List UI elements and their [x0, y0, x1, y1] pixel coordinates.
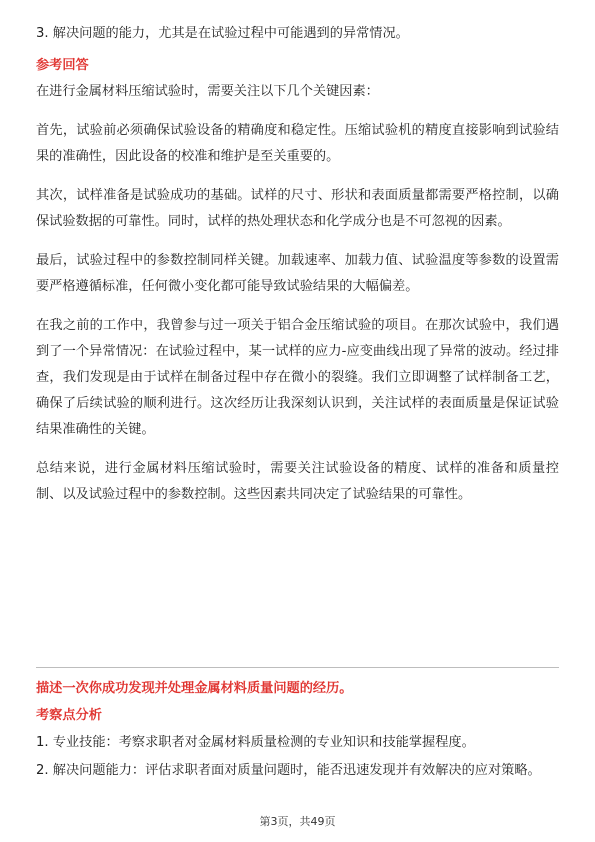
question-2-title: 描述一次你成功发现并处理金属材料质量问题的经历。: [36, 681, 353, 696]
spacer: [36, 235, 559, 248]
analysis-heading: 考察点分析: [36, 708, 102, 723]
analysis-point-1: 1. 专业技能：考察求职者对金属材料质量检测的专业知识和技能掌握程度。: [36, 735, 475, 750]
answer-paragraph-3: 最后，试验过程中的参数控制同样关键。加载速率、加载力值、试验温度等参数的设置需要严格遵循标准，任何微小变化都可能导致试验结果的大幅偏差。: [36, 253, 559, 294]
spacer: [36, 105, 559, 118]
spacer: [36, 300, 559, 313]
page-number: 第3页，共49页: [259, 815, 336, 828]
analysis-point-2: 2. 解决问题能力：评估求职者面对质量问题时，能否迅速发现并有效解决的应对策略。: [36, 763, 541, 778]
question-2-section: [36, 676, 559, 784]
answer-paragraph-1: 首先，试验前必须确保试验设备的精确度和稳定性。压缩试验机的精度直接影响到试验结果的准确性，因此设备的校准和维护是至关重要的。: [36, 123, 559, 164]
answer-section: [36, 20, 559, 508]
spacer: [36, 443, 559, 456]
spacer: [36, 170, 559, 183]
answer-paragraph-2: 其次，试样准备是试验成功的基础。试样的尺寸、形状和表面质量都需要严格控制，以确保试验数据的可靠性。同时，试样的热处理状态和化学成分也是不可忽视的因素。: [36, 188, 559, 229]
section-divider: [36, 667, 559, 668]
answer-heading: 参考回答: [36, 58, 89, 73]
answer-intro: 在进行金属材料压缩试验时，需要关注以下几个关键因素：: [36, 84, 379, 99]
answer-paragraph-5: 总结来说，进行金属材料压缩试验时，需要关注试验设备的精度、试样的准备和质量控制、以及试验过程中的参数控制。这些因素共同决定了试验结果的可靠性。: [36, 461, 559, 502]
answer-paragraph-4: 在我之前的工作中，我曾参与过一项关于铝合金压缩试验的项目。在那次试验中，我们遇到了一个异常情况：在试验过程中，某一试样的应力-应变曲线出现了异常的波动。经过排查，我们发现是由于试样在制备过程中存在微小的裂缝。我们立即调整了试样制备工艺，确保了后续试验的顺利进行。这次经历让我深刻认识到，关注试样的表面质量是保证试验结果准确性的关键。: [36, 318, 559, 437]
question-item-3: 3. 解决问题的能力，尤其是在试验过程中可能遇到的异常情况。: [36, 26, 409, 41]
